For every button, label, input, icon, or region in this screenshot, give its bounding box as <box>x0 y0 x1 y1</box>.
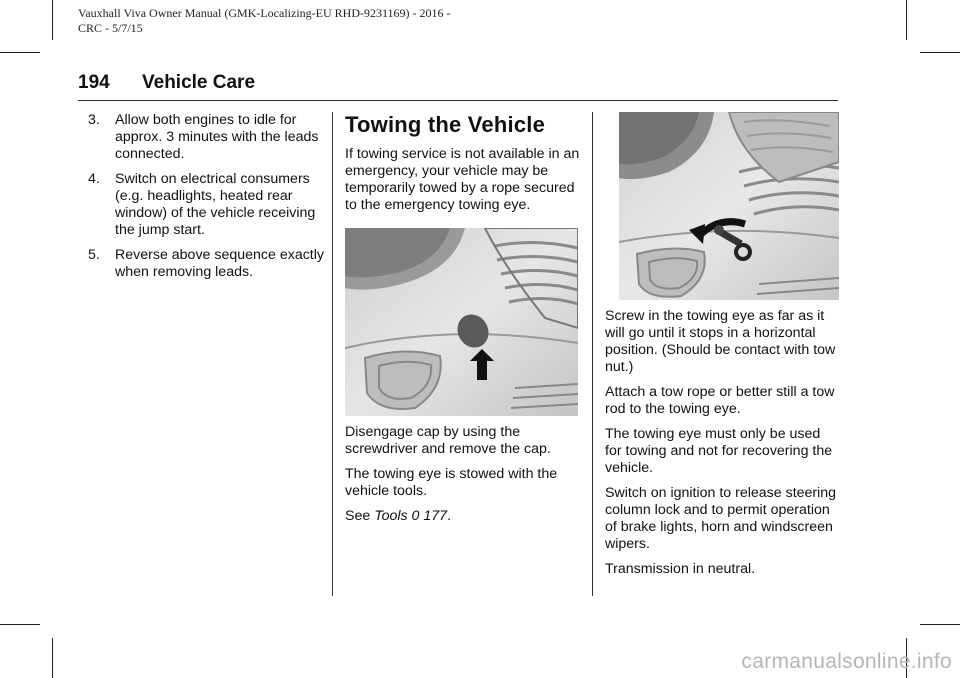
bumper-cap-illustration <box>345 228 578 416</box>
document-header-line1: Vauxhall Viva Owner Manual (GMK-Localizing-EU RHD-9231169) - 2016 - <box>78 6 451 20</box>
step-text: Switch on electrical consumers (e.g. headlights, heated rear window) of the vehicle receiving the jump start. <box>115 171 316 238</box>
list-item <box>88 247 324 281</box>
see-prefix: See <box>345 508 371 524</box>
intro-paragraph: If towing service is not available in an emergency, your vehicle may be temporarily towed by a rope secured to the emergency towing eye. <box>345 146 580 213</box>
paragraph: Attach a tow rope or better still a tow rod to the towing eye. <box>605 384 835 417</box>
figure-towing-eye <box>619 112 840 300</box>
page-ref-number[interactable]: 177 <box>423 508 448 524</box>
watermark: carmanualsonline.info <box>741 650 952 673</box>
crop-mark <box>920 624 960 625</box>
document-header-line2: CRC - 5/7/15 <box>78 21 143 35</box>
list-item <box>88 171 324 239</box>
crop-mark <box>0 52 40 53</box>
column-divider <box>592 112 593 596</box>
tools-link[interactable]: Tools <box>374 508 408 524</box>
step-number: 5. <box>88 247 100 263</box>
towing-eye-illustration <box>619 112 839 300</box>
step-text: Reverse above sequence exactly when removing leads. <box>115 247 324 280</box>
see-suffix: . <box>447 508 452 524</box>
crop-mark <box>52 0 53 40</box>
section-title: Vehicle Care <box>142 72 256 93</box>
column-divider <box>332 112 333 596</box>
paragraph: Screw in the towing eye as far as it will go until it stops in a horizontal position. (Should be contact with tow nut.) <box>605 308 836 375</box>
page-ref-symbol: 0 <box>411 508 420 524</box>
step-number: 4. <box>88 171 100 187</box>
column-1 <box>88 112 324 289</box>
paragraph: Transmission in neutral. <box>605 561 756 577</box>
column-3 <box>605 112 840 586</box>
step-number: 3. <box>88 112 100 128</box>
step-text: Allow both engines to idle for approx. 3 minutes with the leads connected. <box>115 112 319 162</box>
paragraph: The towing eye must only be used for towing and not for recovering the vehicle. <box>605 426 833 476</box>
stowed-paragraph: The towing eye is stowed with the vehicle tools. <box>345 466 558 499</box>
list-item <box>88 112 324 163</box>
column-2 <box>345 112 580 533</box>
crop-mark <box>906 0 907 40</box>
section-heading: Towing the Vehicle <box>345 112 545 137</box>
crop-mark <box>920 52 960 53</box>
crop-mark <box>0 624 40 625</box>
page-number: 194 <box>78 72 110 93</box>
document-header <box>78 6 451 36</box>
crop-mark <box>52 638 53 678</box>
see-reference <box>345 508 580 525</box>
header-rule <box>78 100 838 101</box>
paragraph: Switch on ignition to release steering column lock and to permit operation of brake lights, horn and windscreen wipers. <box>605 485 837 552</box>
figure-caption: Disengage cap by using the screwdriver and remove the cap. <box>345 424 551 457</box>
figure-cap-removal <box>345 228 580 416</box>
